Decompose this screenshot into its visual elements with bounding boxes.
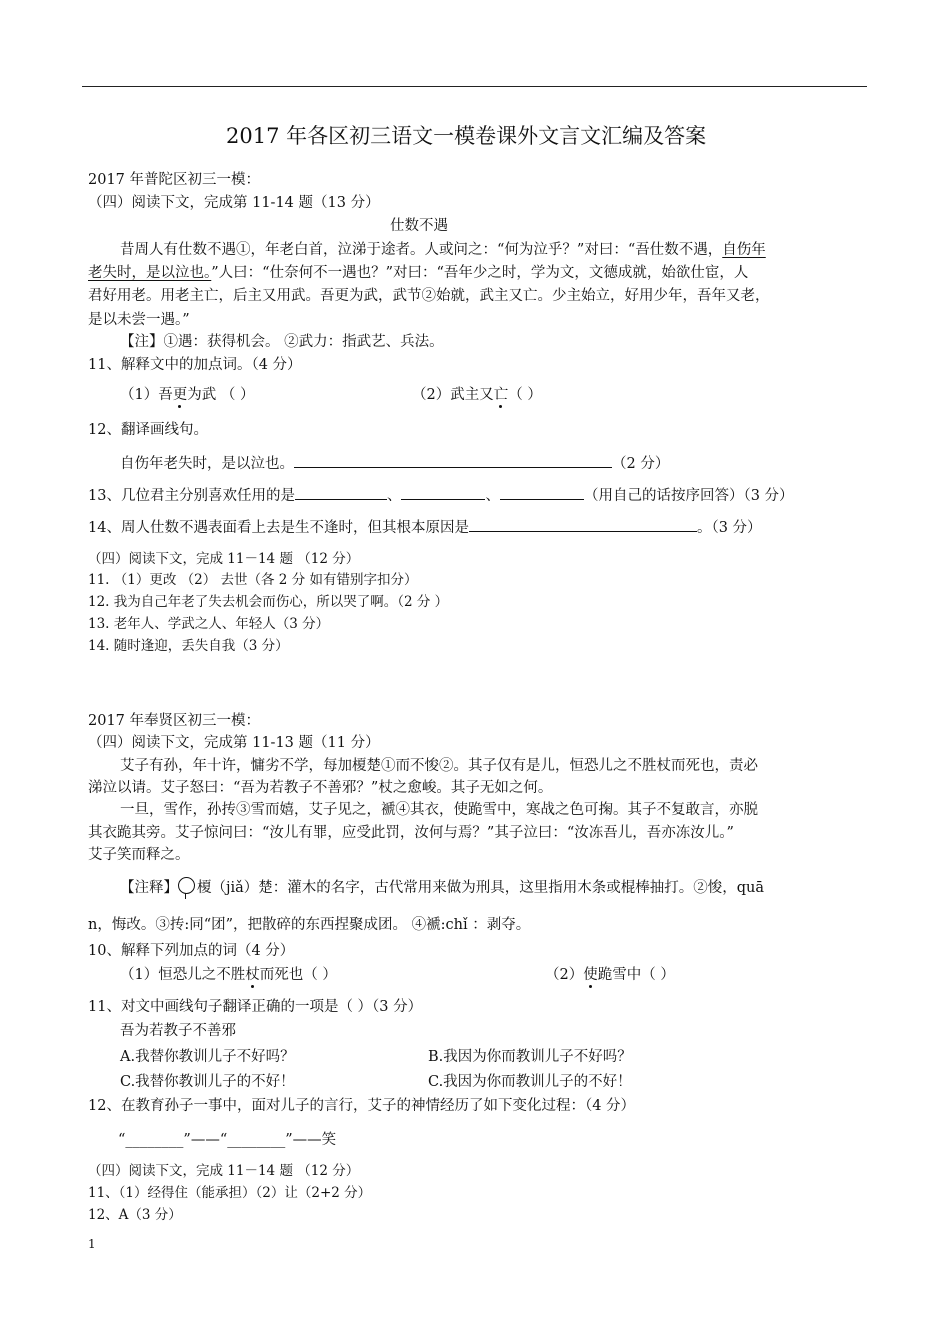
fengxian-question-12: 12、在教育孙子一事中，面对儿子的言行，艾子的神情经历了如下变化过程：（4 分） xyxy=(88,1098,636,1114)
passage-text: 昔周人有仕数不遇①，年老白首，泣涕于途者。人或问之：“何为泣乎？”对曰：“吾仕数不遇， xyxy=(120,242,723,258)
question-text: 14、周人仕数不遇表面看上去是生不逢时，但其根本原因是 xyxy=(88,520,469,536)
fengxian-question-10: 10、解释下列加点的词（4 分） xyxy=(88,943,295,959)
fengxian-passage-line-2: 涕泣以请。艾子怒曰：“吾为若教子不善邪？”杖之愈峻。其子无如之何。 xyxy=(88,780,553,796)
document-title: 2017 年各区初三语文一模卷课外文言文汇编及答案 xyxy=(226,124,707,148)
putuo-note: 【注】①遇：获得机会。 ②武力：指武艺、兵法。 xyxy=(120,334,444,350)
fengxian-note-line-2: n，悔改。③抟:同“团”，把散碎的东西捏聚成团。 ④褫:chǐ ：剥夺。 xyxy=(88,917,531,933)
fengxian-passage-line-4: 其衣跪其旁。艾子惊问曰：“汝儿有罪，应受此罚，汝何与焉？”其子泣曰：“汝冻吾儿，吾亦冻汝儿。” xyxy=(88,825,734,841)
question-text: （1）吾 xyxy=(120,387,173,403)
separator: 、 xyxy=(386,488,402,504)
underlined-sentence: 自伤年 xyxy=(722,242,766,258)
question-text: （ ） xyxy=(508,387,542,403)
fengxian-question-11-sentence: 吾为若教子不善邪 xyxy=(120,1023,236,1039)
header-rule xyxy=(82,86,867,87)
fengxian-section-instruction: （四）阅读下文，完成第 11-13 题（11 分） xyxy=(88,735,380,751)
question-text: （2）武主又 xyxy=(412,387,494,403)
option-b[interactable]: B.我因为你而教训儿子不好吗？ xyxy=(428,1049,632,1065)
answer-blank[interactable] xyxy=(469,516,697,532)
putuo-question-11-2 xyxy=(412,385,542,405)
putuo-answer-13: 13. 老年人、学武之人、年轻人（3 分） xyxy=(88,616,330,632)
putuo-answer-11: 11. （1）更改 （2） 去世（各 2 分 如有错别字扣分） xyxy=(88,572,418,588)
question-text: （2） xyxy=(545,967,584,983)
separator: 、 xyxy=(485,488,500,504)
passage-text: ”人曰：“仕奈何不一遇也？”对曰：“吾年少之时，学为文，文德成就，始欲仕宦，人 xyxy=(211,265,749,281)
putuo-question-12: 12、翻译画线句。 xyxy=(88,422,208,438)
putuo-question-13 xyxy=(88,484,794,506)
question-text: 跪雪中（ ） xyxy=(597,967,675,983)
putuo-answer-heading: （四）阅读下文，完成 11－14 题 （12 分） xyxy=(88,551,360,567)
question-text: 13、几位君主分别喜欢任用的是 xyxy=(88,488,295,504)
fengxian-question-11: 11、对文中画线句子翻译正确的一项是（ ）（3 分） xyxy=(88,999,423,1015)
answer-blank[interactable] xyxy=(294,452,612,468)
question-text: （用自己的话按序回答）（3 分） xyxy=(583,488,794,504)
question-text: 而死也（ ） xyxy=(259,967,337,983)
fengxian-answer-12: 12、A（3 分） xyxy=(88,1207,182,1223)
putuo-passage-line-4: 是以未尝一遇。” xyxy=(88,312,190,328)
dotted-word: 杖 xyxy=(245,967,260,983)
option-a[interactable]: A.我替你教训儿子不好吗？ xyxy=(120,1049,295,1065)
fengxian-passage-line-5: 艾子笑而释之。 xyxy=(88,847,190,863)
answer-blank[interactable] xyxy=(295,484,387,500)
question-text: 自伤年老失时，是以泣也。 xyxy=(120,456,294,472)
putuo-passage-line-1 xyxy=(120,240,766,260)
note-text: 榎（jiǎ）楚：灌木的名字，古代常用来做为刑具，这里指用木条或棍棒抽打。②悛，quā xyxy=(197,880,765,896)
fengxian-district-heading: 2017 年奉贤区初三一模： xyxy=(88,713,261,729)
question-text: 为武 （ ） xyxy=(187,387,255,403)
fengxian-question-12-line: “________”——“________”——笑 xyxy=(118,1132,337,1148)
score-text: （2 分） xyxy=(612,456,670,472)
dotted-word: 使 xyxy=(583,967,598,983)
putuo-passage-line-2 xyxy=(88,263,748,283)
answer-blank[interactable] xyxy=(500,484,584,500)
dotted-word: 更 xyxy=(172,387,188,403)
option-c-left[interactable]: C.我替你教训儿子的不好！ xyxy=(120,1074,295,1090)
fengxian-question-10-1 xyxy=(120,965,337,985)
fengxian-passage-line-1: 艾子有孙，年十许，慵劣不学，每加榎楚①而不悛②。其子仅有是儿，恒恐儿之不胜杖而死也，责必 xyxy=(120,758,758,774)
putuo-question-14 xyxy=(88,516,762,538)
fengxian-answer-11: 11、（1）经得住（能承担）（2）让（2+2 分） xyxy=(88,1185,372,1201)
putuo-question-11-1 xyxy=(120,385,254,405)
putuo-passage-line-3: 君好用老。用老主亡，后主又用武。吾更为武，武节②始就，武主又亡。少主始立，好用少年，吾年又老， xyxy=(88,288,770,304)
fengxian-question-10-2 xyxy=(545,965,675,985)
underlined-sentence: 老失时，是以泣也。 xyxy=(88,265,212,281)
putuo-district-heading: 2017 年普陀区初三一模： xyxy=(88,172,261,188)
option-c-right[interactable]: C.我因为你而教训儿子的不好！ xyxy=(428,1074,632,1090)
putuo-question-11: 11、解释文中的加点词。（4 分） xyxy=(88,357,302,373)
note-label: 【注释】 xyxy=(120,880,178,896)
putuo-question-12-sentence xyxy=(120,452,669,474)
fengxian-answer-heading: （四）阅读下文，完成 11－14 题 （12 分） xyxy=(88,1163,360,1179)
putuo-passage-title: 仕数不遇 xyxy=(390,218,448,234)
dotted-word: 亡 xyxy=(493,387,509,403)
question-text: 。（3 分） xyxy=(696,520,762,536)
page-number: 1 xyxy=(88,1237,96,1251)
fengxian-passage-line-3: 一旦，雪作，孙抟③雪而嬉，艾子见之，褫④其衣，使跪雪中，寒战之色可掬。其子不复敢言，亦脱 xyxy=(120,802,758,818)
footnote-marker-icon xyxy=(178,877,195,894)
putuo-answer-12: 12. 我为自己年老了失去机会而伤心，所以哭了啊。（2 分 ） xyxy=(88,594,449,610)
answer-blank[interactable] xyxy=(401,484,485,500)
fengxian-note-line-1 xyxy=(120,877,764,898)
putuo-answer-14: 14. 随时逢迎，丢失自我（3 分） xyxy=(88,638,289,654)
question-text: （1）恒恐儿之不胜 xyxy=(120,967,246,983)
putuo-section-instruction: （四）阅读下文，完成第 11-14 题（13 分） xyxy=(88,195,380,211)
